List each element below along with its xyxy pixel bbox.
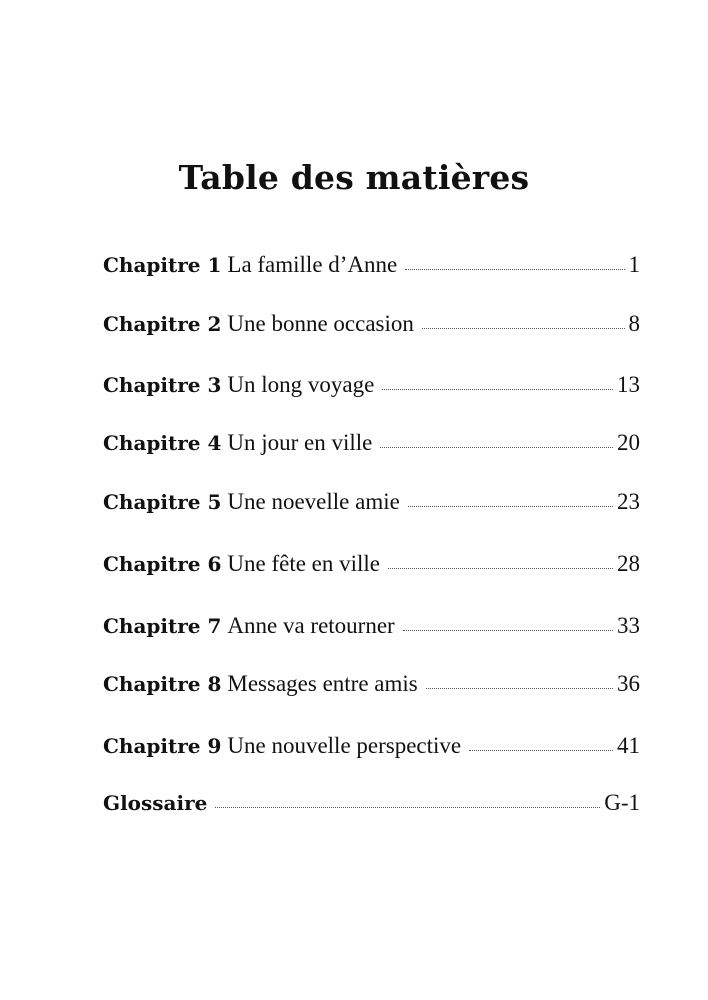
toc-entry-chapter-5[interactable] [103,489,640,521]
toc-entry-chapter-9[interactable] [103,733,640,765]
entry-page-number: 13 [617,372,640,397]
toc-entry-glossary[interactable] [103,790,640,822]
toc-entry-chapter-8[interactable] [103,671,640,703]
entry-page-number: 1 [628,252,640,277]
entry-label: Chapitre 5 [103,490,222,514]
entry-label: Chapitre 1 [103,253,222,277]
entry-label: Chapitre 3 [103,373,222,397]
dot-leader [380,447,613,448]
page-title: Table des matières [178,158,530,197]
dot-leader [388,568,613,569]
dot-leader [215,807,600,808]
entry-label: Chapitre 2 [103,312,222,336]
entry-page-number: 8 [628,311,640,336]
entry-title: Messages entre amis [227,671,418,696]
entry-label: Chapitre 6 [103,552,222,576]
toc-entry-chapter-2[interactable] [103,311,640,343]
dot-leader [422,328,625,329]
entry-page-number: 20 [617,430,640,455]
entry-page-number: G-1 [604,790,640,815]
toc-entry-chapter-6[interactable] [103,551,640,583]
entry-title: La famille d’Anne [227,252,398,277]
toc-entry-chapter-7[interactable] [103,613,640,645]
entry-page-number: 33 [617,613,640,638]
dot-leader [405,269,624,270]
entry-title: Un long voyage [227,372,375,397]
dot-leader [426,688,613,689]
dot-leader [403,630,613,631]
toc-entry-chapter-3[interactable] [103,372,640,404]
dot-leader [408,506,613,507]
toc-entry-chapter-4[interactable] [103,430,640,462]
entry-page-number: 41 [617,733,640,758]
entry-title: Une fête en ville [227,551,381,576]
entry-page-number: 36 [617,671,640,696]
entry-title: Anne va retourner [227,613,395,638]
entry-title: Une bonne occasion [227,311,414,336]
entry-title: Une nouvelle perspective [227,733,462,758]
entry-label: Chapitre 8 [103,672,222,696]
dot-leader [469,750,613,751]
entry-title: Un jour en ville [227,430,373,455]
entry-title: Une noevelle amie [227,489,400,514]
entry-label: Chapitre 4 [103,431,222,455]
dot-leader [382,389,613,390]
entry-label: Chapitre 9 [103,734,222,758]
entry-label: Glossaire [103,791,208,815]
entry-label: Chapitre 7 [103,614,222,638]
entry-page-number: 28 [617,551,640,576]
toc-entry-chapter-1[interactable] [103,252,640,284]
entry-page-number: 23 [617,489,640,514]
